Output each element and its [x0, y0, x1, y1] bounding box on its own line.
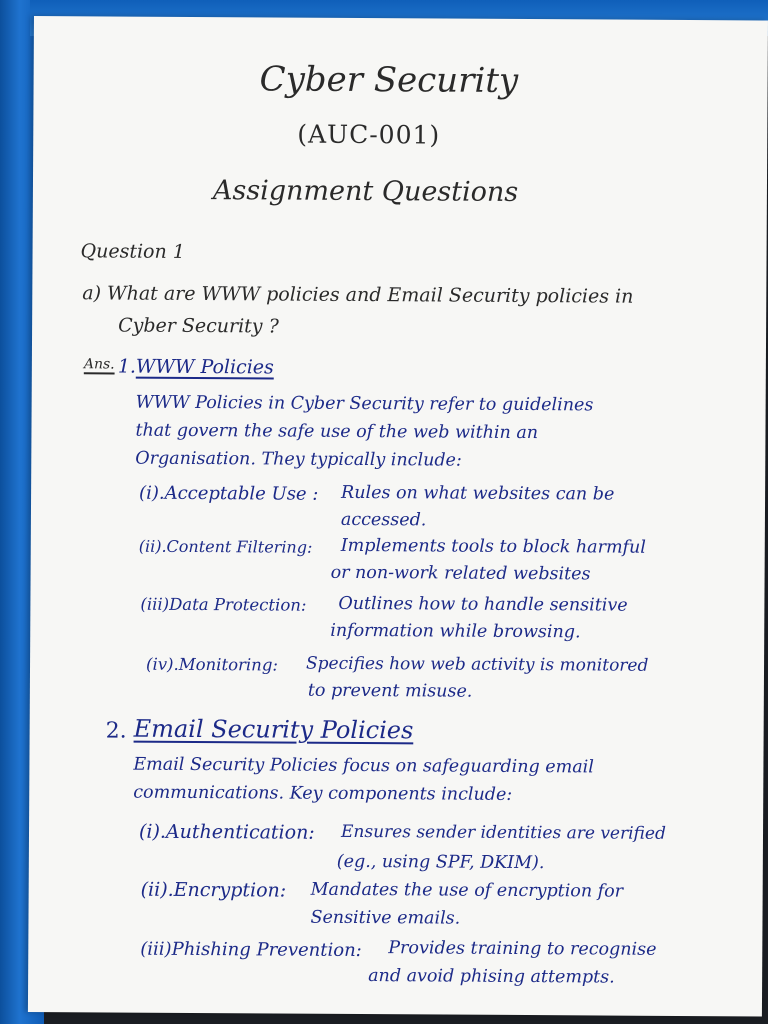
question-text-line-1: a) What are WWW policies and Email Security policies in	[82, 282, 634, 308]
www-item-label: (i).Acceptable Use :	[139, 482, 319, 505]
email-item-text: (eg., using SPF, DKIM).	[336, 851, 545, 874]
page-title: Cyber Security	[259, 59, 519, 101]
question-text-line-2: Cyber Security ?	[118, 314, 279, 338]
email-intro-line-1: Email Security Policies focus on safeguarding email	[133, 754, 594, 778]
www-intro-line-3: Organisation. They typically include:	[135, 448, 462, 471]
www-item-text: Specifies how web activity is monitored	[305, 653, 649, 676]
email-item-label: (ii).Encryption:	[140, 878, 287, 902]
notebook-page	[28, 16, 768, 1016]
email-section-heading: Email Security Policies	[133, 714, 414, 745]
www-item-label: (iii)Data Protection:	[140, 594, 307, 615]
www-section-heading: WWW Policies	[135, 355, 274, 379]
www-item-text: Implements tools to block harmful	[340, 535, 646, 558]
email-item-text: and avoid phising attempts.	[368, 966, 615, 988]
email-intro-line-2: communications. Key components include:	[133, 782, 513, 805]
course-code: (AUC-001)	[297, 119, 441, 150]
www-item-label: (ii).Content Filtering:	[138, 536, 313, 557]
www-item-text: to prevent misuse.	[307, 680, 473, 702]
email-item-text: Mandates the use of encryption for	[310, 879, 624, 902]
www-item-text: accessed.	[340, 509, 427, 531]
www-item-text: Outlines how to handle sensitive	[338, 593, 628, 616]
email-item-label: (iii)Phishing Prevention:	[140, 938, 362, 962]
answer-label: Ans.	[83, 356, 115, 373]
www-section-number: 1.	[117, 355, 137, 378]
email-item-label: (i).Authentication:	[138, 820, 315, 844]
question-number: Question 1	[80, 240, 185, 263]
email-item-text: Ensures sender identities are verified	[340, 821, 666, 844]
www-intro-line-2: that govern the safe use of the web within an	[135, 420, 539, 444]
www-item-text: Rules on what websites can be	[341, 482, 615, 505]
www-intro-line-1: WWW Policies in Cyber Security refer to guidelines	[135, 392, 594, 416]
email-item-text: Provides training to recognise	[388, 938, 657, 960]
email-item-text: Sensitive emails.	[310, 907, 461, 929]
www-item-text: or non-work related websites	[330, 562, 591, 585]
www-item-label: (iv).Monitoring:	[145, 654, 279, 675]
assignment-heading: Assignment Questions	[212, 175, 519, 208]
www-item-text: information while browsing.	[330, 620, 581, 643]
email-section-number: 2.	[105, 718, 127, 744]
